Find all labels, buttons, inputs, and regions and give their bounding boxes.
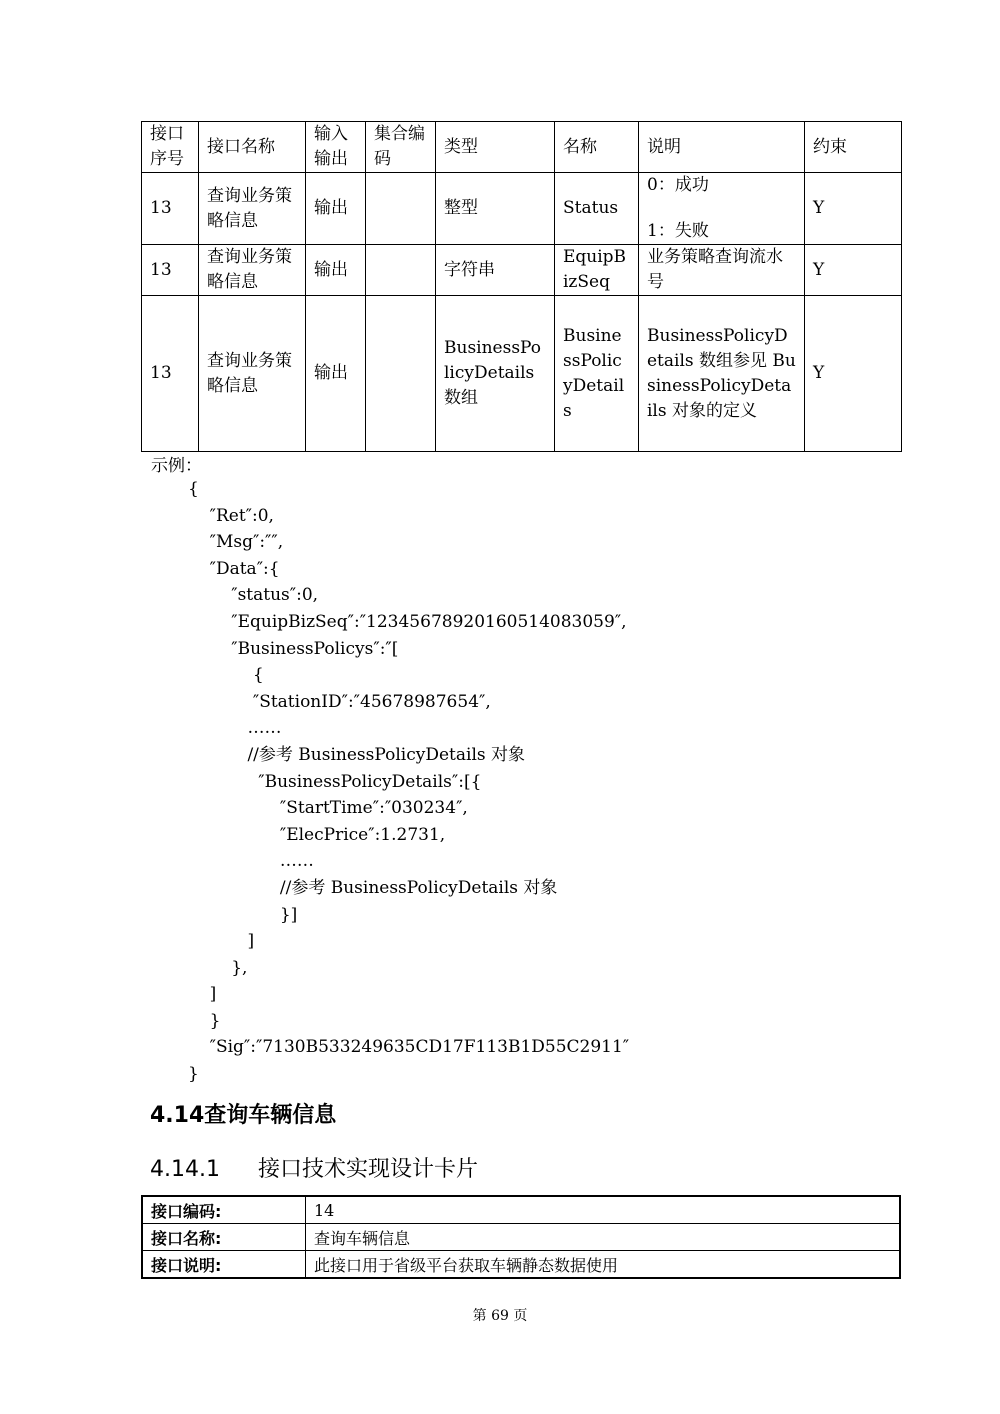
cell-set <box>366 296 436 452</box>
cell-field: Status <box>555 173 639 245</box>
cell-type: BusinessPolicyDetails 数组 <box>436 296 555 452</box>
card-key: 接口编码: <box>142 1196 306 1224</box>
cell-field: EquipBizSeq <box>555 245 639 296</box>
header-cell: 名称 <box>555 122 639 173</box>
subsection-heading <box>150 1152 478 1183</box>
cell-io: 输出 <box>306 296 366 452</box>
card-key: 接口名称: <box>142 1224 306 1251</box>
desc-line-fail: 1：失败 <box>647 221 709 241</box>
cell-name: 查询业务策略信息 <box>199 245 306 296</box>
design-card-table <box>141 1195 901 1279</box>
cell-desc: BusinessPolicyDetails 数组参见 BusinessPolicyDetails 对象的定义 <box>639 296 805 452</box>
cell-constraint: Y <box>805 173 902 245</box>
example-label: 示例： <box>151 456 202 476</box>
header-cell: 接口名称 <box>199 122 306 173</box>
interface-table <box>141 121 902 452</box>
card-value: 此接口用于省级平台获取车辆静态数据使用 <box>306 1251 901 1279</box>
card-key: 接口说明: <box>142 1251 306 1279</box>
header-cell: 说明 <box>639 122 805 173</box>
cell-desc <box>639 173 805 245</box>
header-cell: 类型 <box>436 122 555 173</box>
cell-desc: 业务策略查询流水号 <box>639 245 805 296</box>
header-cell: 输入输出 <box>306 122 366 173</box>
cell-constraint: Y <box>805 245 902 296</box>
card-value: 查询车辆信息 <box>306 1224 901 1251</box>
cell-set <box>366 173 436 245</box>
table-row <box>142 173 902 245</box>
cell-io: 输出 <box>306 173 366 245</box>
cell-io: 输出 <box>306 245 366 296</box>
card-value: 14 <box>306 1196 901 1224</box>
table-header-row <box>142 122 902 173</box>
header-cell: 约束 <box>805 122 902 173</box>
card-row <box>142 1224 900 1251</box>
cell-seq: 13 <box>142 245 199 296</box>
table-row <box>142 245 902 296</box>
subsection-number: 4.14.1 <box>150 1157 220 1182</box>
desc-gap <box>647 198 796 219</box>
example-code: { ″Ret″:0, ″Msg″:″″, ″Data″:{ ″status″:0, ″EquipBizSeq″:″12345678920160514083059″, ″BusinessPolicys″:″[ { ″StationID″:″45678987654″, …… //参考 BusinessPolicyDetails 对象 ″BusinessPolicyDetails″:[{ ″StartTime″:″030234″, ″ElecPrice″:1.2731, …… //参考 BusinessPolicyDetails 对象 }] ] }, ] } ″Sig″:″7130B533249635CD17F113B1D55C2911″ } <box>188 479 630 1085</box>
header-cell: 集合编码 <box>366 122 436 173</box>
section-heading: 4.14查询车辆信息 <box>150 1103 337 1128</box>
subsection-title: 接口技术实现设计卡片 <box>258 1157 479 1182</box>
cell-type: 整型 <box>436 173 555 245</box>
card-row <box>142 1196 900 1224</box>
desc-line-success: 0：成功 <box>647 175 709 195</box>
cell-name: 查询业务策略信息 <box>199 296 306 452</box>
page-number: 第 69 页 <box>472 1308 528 1324</box>
cell-field: BusinessPolicyDetails <box>555 296 639 452</box>
cell-seq: 13 <box>142 296 199 452</box>
cell-type: 字符串 <box>436 245 555 296</box>
header-cell: 接口序号 <box>142 122 199 173</box>
cell-set <box>366 245 436 296</box>
table-row <box>142 296 902 452</box>
cell-name: 查询业务策略信息 <box>199 173 306 245</box>
cell-seq: 13 <box>142 173 199 245</box>
cell-constraint: Y <box>805 296 902 452</box>
card-row <box>142 1251 900 1279</box>
